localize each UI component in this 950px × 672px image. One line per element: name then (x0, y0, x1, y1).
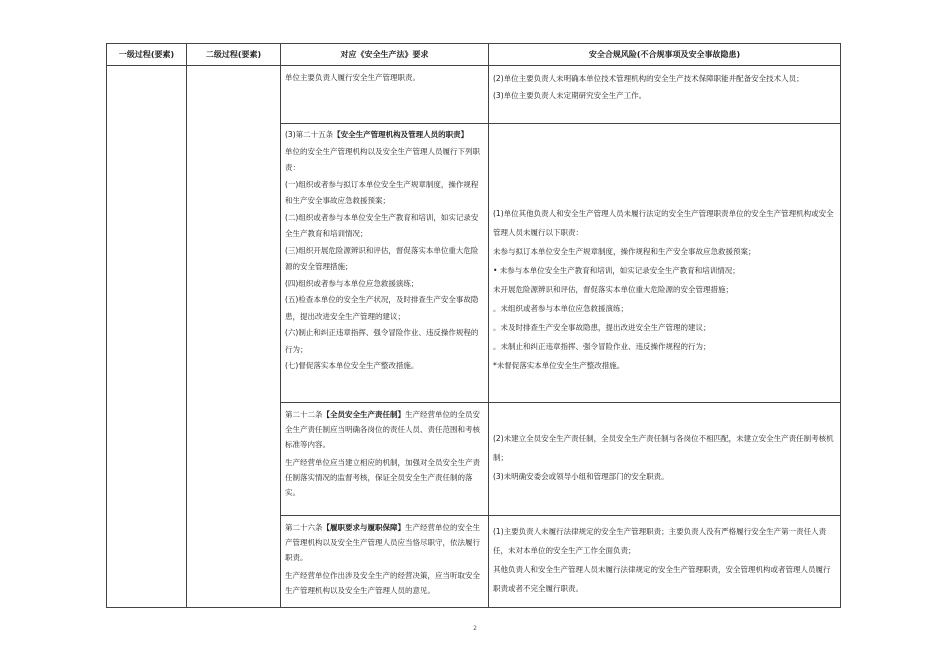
risk-item: (1)单位其他负责人和安全生产管理人员未履行法定的安全生产管理职责单位的安全生产管理机构或安全管理人员未履行以下职责： (493, 209, 834, 237)
law-line: (五)检查本单位的安全生产状况，及时排查生产安全事故隐患，提出改进安全生产管理的建议； (285, 295, 479, 321)
law-cell (281, 516, 489, 608)
header-row (107, 44, 841, 66)
risk-item: (2)单位主要负责人未明确本单位技术管理机构的安全生产技术保障职能并配备安全技术人员； (493, 74, 804, 83)
law-article-body: 生产经营单位的全员安全生产责任制应当明确各岗位的责任人员、责任范围和考核标准等内容。 (285, 410, 480, 449)
law-cell (281, 124, 489, 403)
risk-item: (2)未建立全员安全生产责任制，全员安全生产责任制与各岗位不相匹配，未建立安全生产责任制考核机制； (493, 434, 834, 462)
law-line: (四)组织或者参与本单位应急救援演练； (285, 278, 419, 288)
risk-cell (489, 66, 841, 124)
law-cell (281, 403, 489, 516)
risk-item: 。未及时排查生产安全事故隐患，提出改进安全生产管理的建议； (493, 323, 711, 332)
risk-item: • 未参与本单位安全生产教育和培训，如实记录安全生产教育和培训情况； (493, 266, 740, 275)
law-article-body: 生产经营单位的安全生产管理机构以及安全生产管理人员应当恪尽职守，依法履行职责。 (285, 523, 480, 562)
law-line: 单位的安全生产管理机构以及安全生产管理人员履行下列职责： (285, 146, 480, 172)
header-level1: 一级过程(要素) (107, 44, 187, 66)
table-row (107, 66, 841, 124)
law-cell (281, 66, 489, 124)
page-number: 2 (473, 625, 477, 632)
risk-cell (489, 124, 841, 403)
risk-cell (489, 403, 841, 516)
header-law: 对应《安全生产法》要求 (281, 44, 489, 66)
law-article-title: 【履职要求与履职保障】 (322, 523, 405, 532)
risk-item: *未督促落实本单位安全生产整改措施。 (493, 361, 625, 370)
risk-item: (3)单位主要负责人未定期研究安全生产工作。 (493, 91, 647, 100)
risk-cell (489, 516, 841, 608)
risk-item: 未参与拟订本单位安全生产规章制度，操作规程和生产安全事故应急救援预案； (493, 247, 756, 256)
law-paragraph: 生产经营单位作出涉及安全生产的经营决策，应当听取安全生产管理机构以及安全生产管理人员的意见。 (285, 571, 480, 595)
risk-item: 。未制止和纠正违章指挥、强令冒险作业、违反操作规程的行为； (493, 342, 711, 351)
risk-item: 。未组织或者参与本单位应急救援演练； (493, 304, 628, 313)
law-heading (285, 127, 484, 144)
risk-item: 未开展危险源辨识和评估，督促落实本单位重大危险源的安全管理措施； (493, 285, 733, 294)
law-article-number: 第二十二条 (285, 410, 323, 419)
compliance-table (106, 43, 841, 608)
law-text: 单位主要负责人履行安全生产管理职责。 (285, 73, 420, 82)
level1-cell (107, 66, 187, 608)
law-paragraph: 生产经营单位应当建立相应的机制，加强对全员安全生产责任制落实情况的监督考核，保证全员安全生产责任制的落实。 (285, 458, 480, 497)
law-line: (三)组织开展危险源辨识和评估，督促落实本单位重大危险源的安全管理措施； (285, 245, 479, 271)
law-article-number: 第二十六条 (285, 523, 323, 532)
law-line: (七)督促落实本单位安全生产整改措施。 (285, 361, 419, 370)
header-risk: 安全合规风险(不合规事项及安全事故隐患) (489, 44, 841, 66)
law-article-title: 【全员安全生产责任制】 (322, 410, 405, 419)
law-line: (一)组织或者参与拟订本单位安全生产规章制度，操作规程和生产安全事故应急救援预案； (285, 179, 479, 205)
law-article-number: (3)第二十五条 (285, 130, 334, 139)
law-line: (六)制止和纠正违章指挥、强令冒险作业、违反操作规程的行为； (285, 328, 479, 354)
law-paragraph (285, 407, 484, 452)
law-article-title: 【安全生产管理机构及管理人员的职责】 (333, 130, 469, 139)
header-level2: 二级过程(要素) (187, 44, 281, 66)
risk-item: (1)主要负责人未履行法律规定的安全生产管理职责；主要负责人没有严格履行安全生产第一责任人责任，未对本单位的安全生产工作全面负责； (493, 527, 827, 555)
risk-item: (3)未明确安委会或领导小组和管理部门的安全职责。 (493, 472, 669, 481)
level2-cell (187, 66, 281, 608)
law-paragraph (285, 520, 484, 565)
law-line: (二)组织或者参与本单位安全生产教育和培训，如实记录安全生产教育和培训情况； (285, 212, 479, 238)
risk-item: 其他负责人和安全生产管理人员未履行法律规定的安全生产管理职责，安全管理机构或者管理人员履行职责或者不完全履行职责。 (493, 565, 831, 593)
